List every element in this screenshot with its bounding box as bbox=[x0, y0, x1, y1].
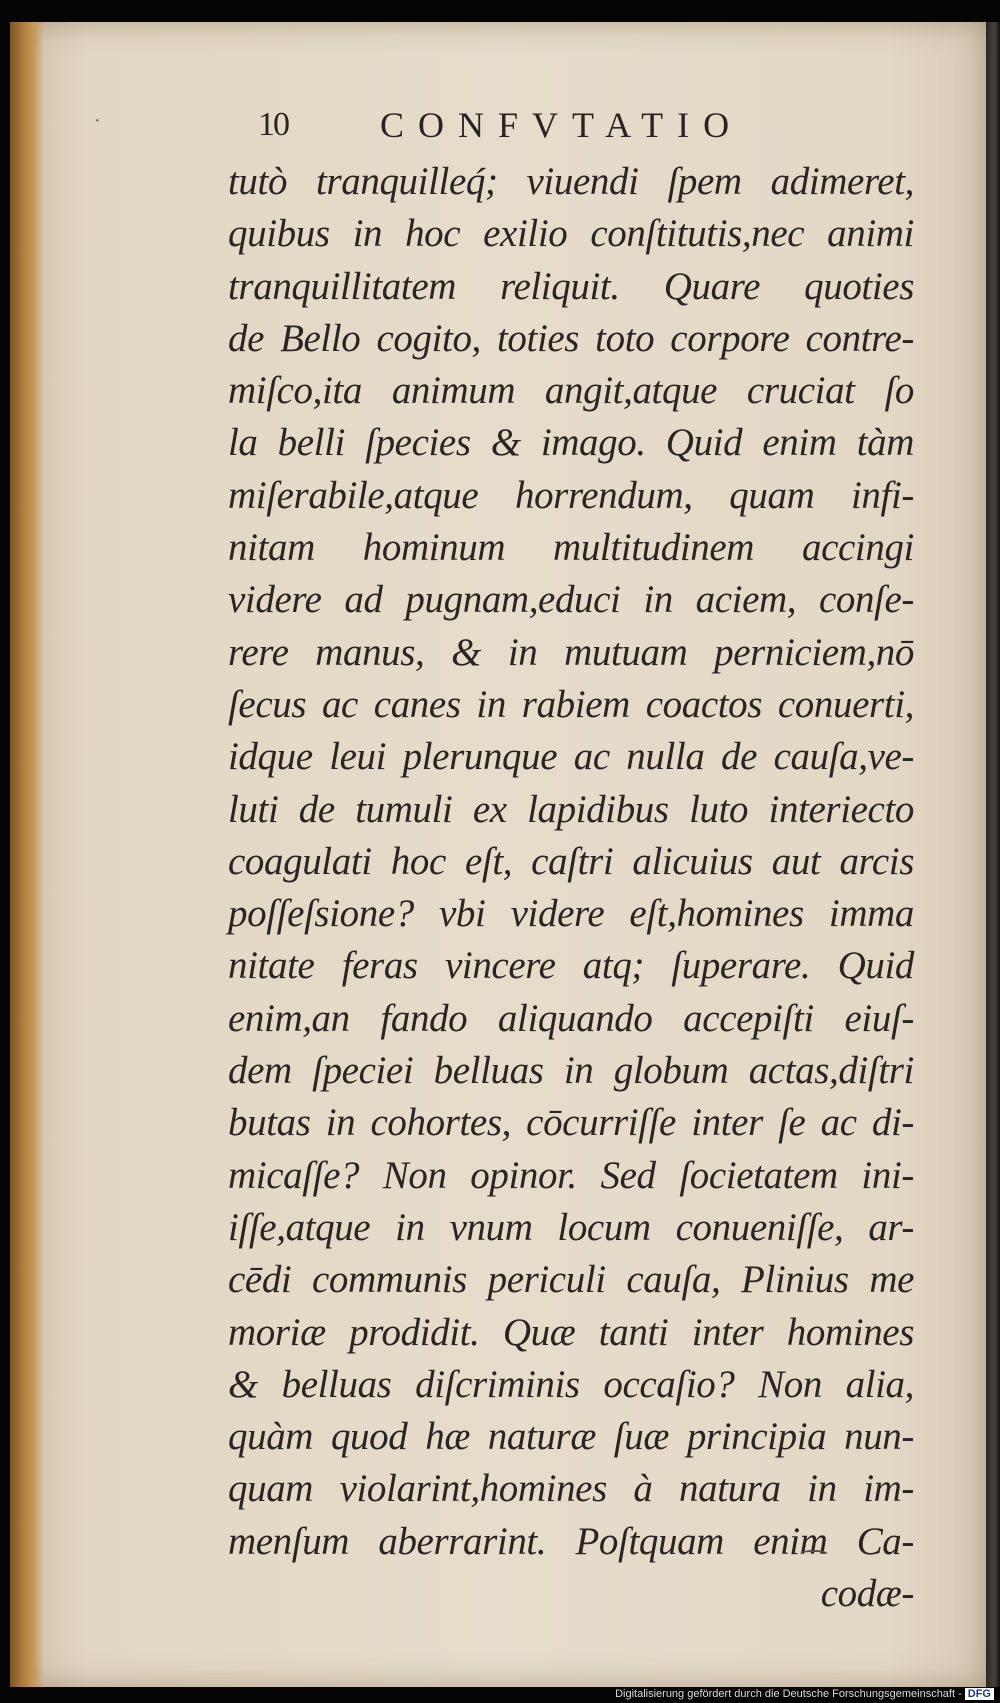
margin-mark: · bbox=[94, 110, 101, 132]
page-header bbox=[258, 102, 878, 150]
text-line: butas in cohortes, cōcurriſſe inter ſe ac di- bbox=[228, 1101, 914, 1145]
page-edge-shadow bbox=[986, 22, 1000, 1687]
text-line: quàm quod hæ naturæ ſuæ principia nun- bbox=[228, 1415, 914, 1459]
body-text bbox=[228, 156, 914, 1620]
text-line: videre ad pugnam,educi in aciem, conſe- bbox=[228, 578, 914, 622]
text-line: dem ſpeciei belluas in globum actas,diſtri bbox=[228, 1049, 914, 1093]
text-line: nitam hominum multitudinem accingi bbox=[228, 526, 914, 570]
page-number: 10 bbox=[258, 106, 288, 143]
text-line: miſerabile,atque horrendum, quam infi- bbox=[228, 473, 914, 517]
text-line: quibus in hoc exilio conſtitutis,nec animi bbox=[228, 212, 914, 256]
text-line: quam violarint,homines à natura in im- bbox=[228, 1467, 914, 1511]
text-line: iſſe,atque in vnum locum conueniſſe, ar- bbox=[228, 1205, 914, 1249]
text-line: coagulati hoc eſt, caſtri alicuius aut arcis bbox=[228, 839, 914, 883]
text-line: miſco,ita animum angit,atque cruciat ſo bbox=[228, 369, 914, 413]
text-line: nitate feras vincere atq; ſuperare. Quid bbox=[228, 944, 914, 988]
text-line: tranquillitatem reliquit. Quare quoties bbox=[228, 264, 914, 308]
text-line: idque leui plerunque ac nulla de cauſa,ve- bbox=[228, 735, 914, 779]
ornament-mark bbox=[800, 1550, 828, 1558]
text-line: ſecus ac canes in rabiem coactos conuerti, bbox=[228, 682, 914, 726]
running-title: CONFVTATIO bbox=[380, 105, 744, 145]
text-line: menſum aberrarint. Poſtquam enim Ca- bbox=[228, 1519, 914, 1563]
digitization-credit bbox=[615, 1688, 994, 1700]
text-line: enim,an fando aliquando accepiſti eiuſ- bbox=[228, 996, 914, 1040]
text-line: poſſeſsione? vbi videre eſt,homines imma bbox=[228, 892, 914, 936]
binding-edge bbox=[10, 22, 44, 1687]
catchword: codæ- bbox=[820, 1572, 914, 1616]
dfg-logo: DFG bbox=[965, 1688, 994, 1700]
text-line: luti de tumuli ex lapidibus luto interiecto bbox=[228, 787, 914, 831]
text-line: rere manus, & in mutuam perniciem,nō bbox=[228, 630, 914, 674]
text-line: micaſſe? Non opinor. Sed ſocietatem ini- bbox=[228, 1153, 914, 1197]
text-line: de Bello cogito, toties toto corpore contre- bbox=[228, 316, 914, 360]
text-line: cēdi communis periculi cauſa, Plinius me bbox=[228, 1258, 914, 1302]
text-line: la belli ſpecies & imago. Quid enim tàm bbox=[228, 421, 914, 465]
text-line: & belluas diſcriminis occaſio? Non alia, bbox=[228, 1362, 914, 1406]
credit-text: Digitalisierung gefördert durch die Deutsche Forschungsgemeinschaft - bbox=[615, 1688, 962, 1700]
text-line: moriæ prodidit. Quæ tanti inter homines bbox=[228, 1310, 914, 1354]
text-line: tutò tranquilleq́; viuendi ſpem adimeret, bbox=[228, 160, 914, 203]
